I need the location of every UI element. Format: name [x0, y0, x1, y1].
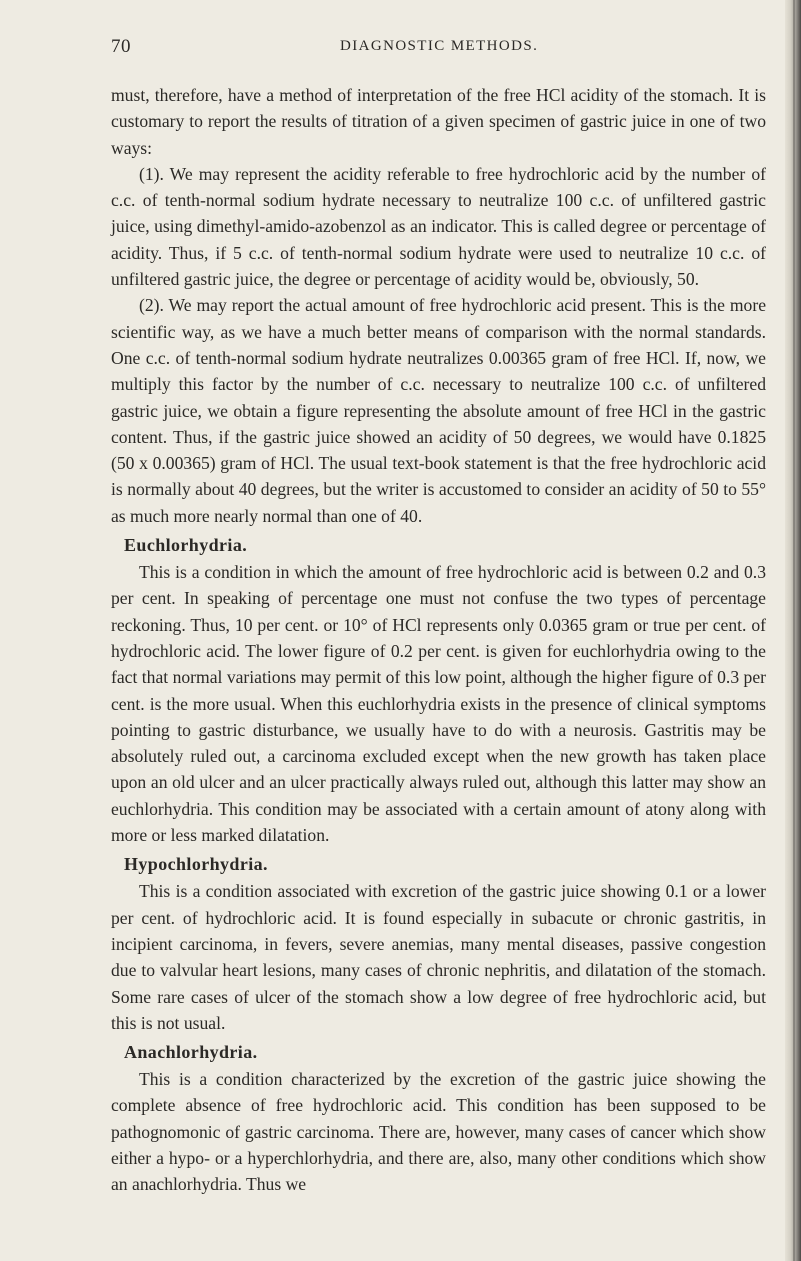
heading-euchlorhydria: Euchlorhydria. — [124, 535, 248, 556]
page-number: 70 — [111, 36, 131, 57]
page-header — [111, 36, 766, 58]
heading-anachlorhydria: Anachlorhydria. — [124, 1042, 258, 1063]
paragraph-intro: must, therefore, have a method of interpretation of the free HCl acidity of the stomach. It is customary to report the results of titration of a given specimen of gastric juice in one of two ways: — [111, 85, 766, 158]
page-body — [111, 82, 766, 1198]
paragraph-method-1: (1). We may represent the acidity referable to free hydrochloric acid by the number of c.c. of tenth-normal sodium hydrate necessary to neutralize 100 c.c. of unfiltered gastric juice, using dimethyl-amido-azobenzol as an indicator. This is called degree or percentage of acidity. Thus, if 5 c.c. of tenth-normal sodium hydrate were used to neutralize 10 c.c. of unfiltered gastric juice, the degree or percentage of acidity would be, obviously, 50. — [111, 163, 766, 290]
paragraph-anachlorhydria: This is a condition characterized by the excretion of the gastric juice showing the complete absence of free hydrochloric acid. This condition has been supposed to be pathognomonic of gastric carcinoma. There are, however, many cases of cancer which show either a hypo- or a hyperchlorhydria, and there are, also, many other conditions which show an anachlorhydria. Thus we — [111, 1069, 766, 1195]
paragraph-hypochlorhydria: This is a condition associated with excretion of the gastric juice showing 0.1 or a lower per cent. of hydrochloric acid. It is found especially in subacute or chronic gastritis, in incipient carcinoma, in fevers, severe anemias, many mental diseases, passive congestion due to valvular heart lesions, many cases of chronic nephritis, and dilatation of the stomach. Some rare cases of ulcer of the stomach show a low degree of free hydrochloric acid, but this is not usual. — [111, 881, 766, 1033]
paragraph-euchlorhydria: This is a condition in which the amount of free hydrochloric acid is between 0.2 and 0.3 per cent. In speaking of percentage one must not confuse the two types of percentage reckoning. Thus, 10 per cent. or 10° of HCl represents only 0.0365 gram or true per cent. of hydrochloric acid. The lower figure of 0.2 per cent. is given for euchlorhydria owing to the fact that normal variations may permit of this low point, although the higher figure of 0.3 per cent. is the more usual. When this euchlorhydria exists in the presence of clinical symptoms pointing to gastric disturbance, we usually have to do with a neurosis. Gastritis may be absolutely ruled out, a carcinoma excluded except when the new growth has taken place upon an old ulcer and an ulcer practically always ruled out, although this latter may show an euchlorhydria. This condition may be associated with a certain amount of atony along with more or less marked dilatation. — [111, 562, 766, 846]
heading-hypochlorhydria: Hypochlorhydria. — [124, 854, 268, 875]
paragraph-method-2: (2). We may report the actual amount of free hydrochloric acid present. This is the more scientific way, as we have a much better means of comparison with the normal standards. One c.c. of tenth-normal sodium hydrate neutralizes 0.00365 gram of free HCl. If, now, we multiply this factor by the number of c.c. necessary to neutralize 100 c.c. of unfiltered gastric juice, we obtain a figure representing the absolute amount of free HCl in the gastric content. Thus, if the gastric juice showed an acidity of 50 degrees, we would have 0.1825 (50 x 0.00365) gram of HCl. The usual text-book statement is that the free hydrochloric acid is normally about 40 degrees, but the writer is accustomed to consider an acidity of 50 to 55° as much more nearly normal than one of 40. — [111, 295, 766, 526]
running-head: DIAGNOSTIC METHODS. — [340, 38, 539, 54]
page-edge-line — [793, 0, 795, 1261]
